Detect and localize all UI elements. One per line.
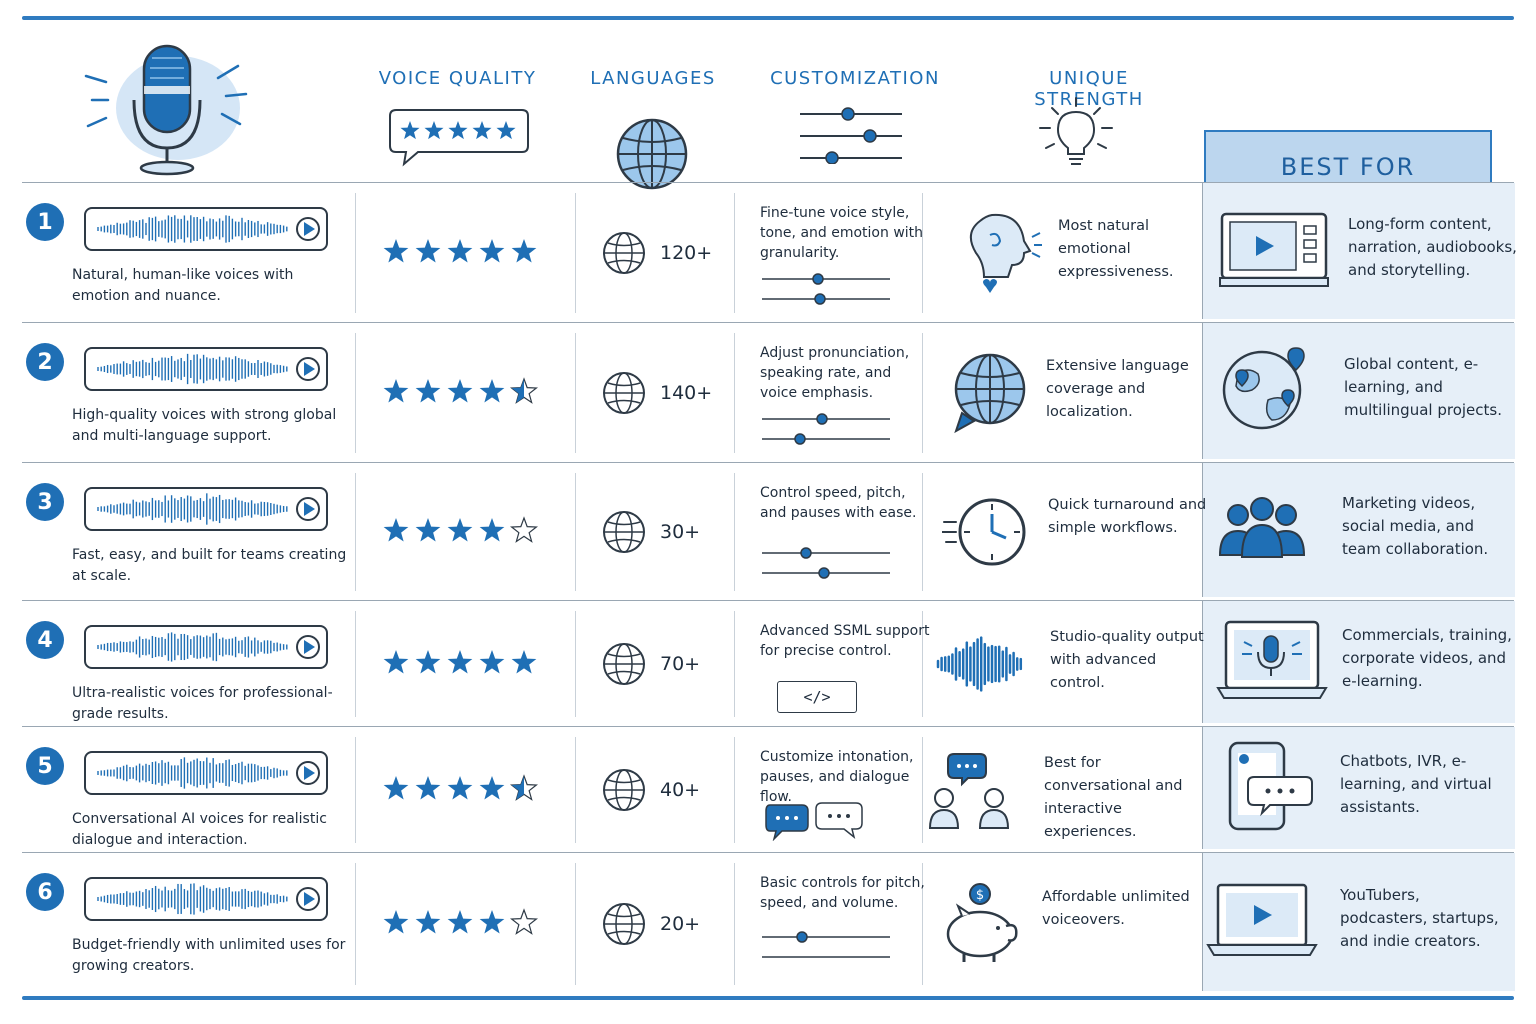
globe-icon: [602, 371, 646, 415]
star-filled: [384, 776, 409, 800]
waveform-icon: [86, 489, 326, 529]
column-divider: [734, 473, 735, 591]
star-filled: [480, 239, 505, 263]
audio-player[interactable]: [84, 207, 328, 251]
slider-controls[interactable]: [760, 269, 892, 309]
header-voice-quality: VOICE QUALITY: [378, 68, 537, 89]
star-filled: [384, 910, 409, 934]
star-filled: [448, 650, 473, 674]
star-filled: [384, 650, 409, 674]
unique-strength-text: Studio-quality output with advanced control.: [1050, 629, 1204, 691]
column-divider: [575, 863, 576, 985]
globe-icon: [602, 231, 646, 275]
globe-icon: [614, 116, 690, 192]
audio-player[interactable]: [84, 347, 328, 391]
customization-text: Basic controls for pitch, speed, and volume.: [760, 875, 925, 911]
star-filled: [384, 518, 409, 542]
customization-text: Customize intonation, pauses, and dialogue flow.: [760, 749, 914, 805]
header-row: [0, 30, 1536, 180]
star-rating: [382, 516, 542, 546]
star-rating: [382, 908, 542, 938]
star-filled: [480, 518, 505, 542]
rating-bubble-icon: [388, 106, 530, 168]
language-count-value: 20+: [660, 913, 701, 935]
audio-player[interactable]: [84, 487, 328, 531]
row-number-badge: 3: [26, 483, 64, 521]
people-chat-icon: [928, 748, 1012, 832]
star-filled: [480, 650, 505, 674]
customization-text: Fine-tune voice style, tone, and emotion with granularity.: [760, 205, 924, 261]
column-divider: [734, 193, 735, 313]
star-filled: [384, 239, 409, 263]
table-row: [22, 322, 1514, 462]
column-divider: [355, 193, 356, 313]
row-number-badge: 6: [26, 873, 64, 911]
column-divider: [734, 737, 735, 843]
provider-description: Budget-friendly with unlimited uses for growing creators.: [72, 937, 346, 974]
row-number-badge: 4: [26, 621, 64, 659]
globe-icon: [602, 902, 646, 946]
star-empty: [512, 518, 537, 542]
language-count-value: 140+: [660, 382, 713, 404]
table-row: [22, 462, 1514, 600]
column-divider: [734, 333, 735, 453]
audio-player[interactable]: [84, 877, 328, 921]
star-filled: [448, 518, 473, 542]
bottom-rule: [22, 996, 1514, 1000]
provider-description: Natural, human-like voices with emotion and nuance.: [72, 267, 294, 304]
row-number-badge: 2: [26, 343, 64, 381]
unique-strength-text: Extensive language coverage and localization.: [1046, 358, 1189, 420]
phone-chat-icon: [1224, 741, 1316, 831]
star-rating: [382, 237, 542, 267]
best-for-header: BEST FOR: [1204, 130, 1492, 204]
column-divider: [355, 473, 356, 591]
star-filled: [416, 518, 441, 542]
language-count-value: 120+: [660, 242, 713, 264]
language-count: [602, 371, 712, 415]
star-rating: [382, 377, 542, 407]
globe-pins-icon: [1218, 344, 1310, 434]
row-number-badge: 1: [26, 203, 64, 241]
best-for-text: Marketing videos, social media, and team collaboration.: [1342, 494, 1489, 558]
best-for-text: Global content, e-learning, and multilingual projects.: [1344, 355, 1502, 419]
star-filled: [416, 650, 441, 674]
unique-strength-text: Best for conversational and interactive experiences.: [1044, 755, 1183, 840]
column-divider: [355, 611, 356, 717]
globe-icon: [602, 510, 646, 554]
best-for-text: Long-form content, narration, audiobooks, and storytelling.: [1348, 215, 1517, 279]
header-unique-strength: UNIQUE STRENGTH: [1034, 68, 1144, 110]
language-count: [602, 902, 700, 946]
provider-description: Conversational AI voices for realistic dialogue and interaction.: [72, 811, 327, 848]
customization-text: Adjust pronunciation, speaking rate, and voice emphasis.: [760, 345, 910, 401]
unique-strength-text: Affordable unlimited voiceovers.: [1042, 889, 1190, 928]
top-rule: [22, 16, 1514, 20]
slider-controls[interactable]: [760, 927, 892, 967]
piggy-bank-icon: [936, 882, 1024, 966]
code-tag-icon: </>: [777, 681, 857, 713]
column-divider: [355, 863, 356, 985]
star-filled: [480, 910, 505, 934]
clock-icon: [942, 492, 1026, 572]
waveform-icon: [86, 753, 326, 793]
table-row: [22, 852, 1514, 994]
column-divider: [734, 863, 735, 985]
language-count-value: 70+: [660, 653, 701, 675]
star-filled: [416, 239, 441, 263]
waveform-icon: [86, 209, 326, 249]
head-speaking-icon: [962, 207, 1046, 299]
column-divider: [575, 473, 576, 591]
star-filled: [448, 239, 473, 263]
star-filled: [416, 379, 441, 403]
column-divider: [575, 333, 576, 453]
language-count: [602, 231, 712, 275]
best-for-text: Chatbots, IVR, e-learning, and virtual assistants.: [1340, 752, 1492, 816]
slider-controls[interactable]: [760, 409, 892, 449]
star-filled: [448, 910, 473, 934]
laptop-mic-icon: [1216, 618, 1328, 702]
column-divider: [575, 737, 576, 843]
star-filled: [512, 239, 537, 263]
table-row: [22, 182, 1517, 322]
star-rating: [382, 648, 542, 678]
star-filled: [416, 776, 441, 800]
column-divider: [734, 611, 735, 717]
microphone-icon: [78, 36, 258, 182]
waveform-icon: [934, 634, 1026, 694]
customization-text: Control speed, pitch, and pauses with ease.: [760, 485, 917, 521]
star-filled: [448, 776, 473, 800]
star-filled: [416, 910, 441, 934]
star-filled: [448, 379, 473, 403]
row-number-badge: 5: [26, 747, 64, 785]
star-filled: [384, 379, 409, 403]
waveform-icon: [86, 879, 326, 919]
audio-player[interactable]: [84, 751, 328, 795]
star-filled: [480, 776, 505, 800]
star-filled: [512, 650, 537, 674]
language-count-value: 40+: [660, 779, 701, 801]
language-count-value: 30+: [660, 521, 701, 543]
star-rating: [382, 774, 542, 804]
unique-strength-text: Quick turnaround and simple workflows.: [1048, 497, 1207, 536]
provider-description: Ultra-realistic voices for professional-grade results.: [72, 685, 333, 722]
table-row: [22, 600, 1514, 726]
column-divider: [575, 611, 576, 717]
language-count: [602, 768, 700, 812]
customization-text: Advanced SSML support for precise control.: [760, 623, 930, 659]
team-icon: [1218, 495, 1308, 561]
monitor-play-icon: [1218, 208, 1330, 290]
header-customization: CUSTOMIZATION: [770, 68, 940, 89]
svg-text:$: $: [975, 888, 985, 903]
best-for-text: YouTubers, podcasters, startups, and indie creators.: [1340, 886, 1499, 950]
provider-description: Fast, easy, and built for teams creating at scale.: [72, 547, 347, 584]
star-filled: [480, 379, 505, 403]
chat-bubbles-icon: [764, 801, 874, 841]
best-for-text: Commercials, training, corporate videos, and e-learning.: [1342, 626, 1512, 690]
language-count: [602, 510, 700, 554]
language-count: [602, 642, 700, 686]
provider-description: High-quality voices with strong global and multi-language support.: [72, 407, 337, 444]
laptop-play-icon: [1206, 881, 1318, 959]
globe-icon: [602, 768, 646, 812]
star-empty: [512, 910, 537, 934]
globe-icon: [602, 642, 646, 686]
unique-strength-text: Most natural emotional expressiveness.: [1058, 218, 1174, 280]
waveform-icon: [86, 349, 326, 389]
lightbulb-icon: [1036, 96, 1116, 168]
column-divider: [355, 737, 356, 843]
globe-speech-icon: [950, 351, 1030, 435]
header-languages: LANGUAGES: [590, 68, 716, 89]
table-row: [22, 726, 1514, 852]
column-divider: [355, 333, 356, 453]
slider-controls[interactable]: [760, 543, 892, 583]
audio-player[interactable]: [84, 625, 328, 669]
sliders-icon: [798, 104, 904, 164]
waveform-icon: [86, 627, 326, 667]
column-divider: [575, 193, 576, 313]
